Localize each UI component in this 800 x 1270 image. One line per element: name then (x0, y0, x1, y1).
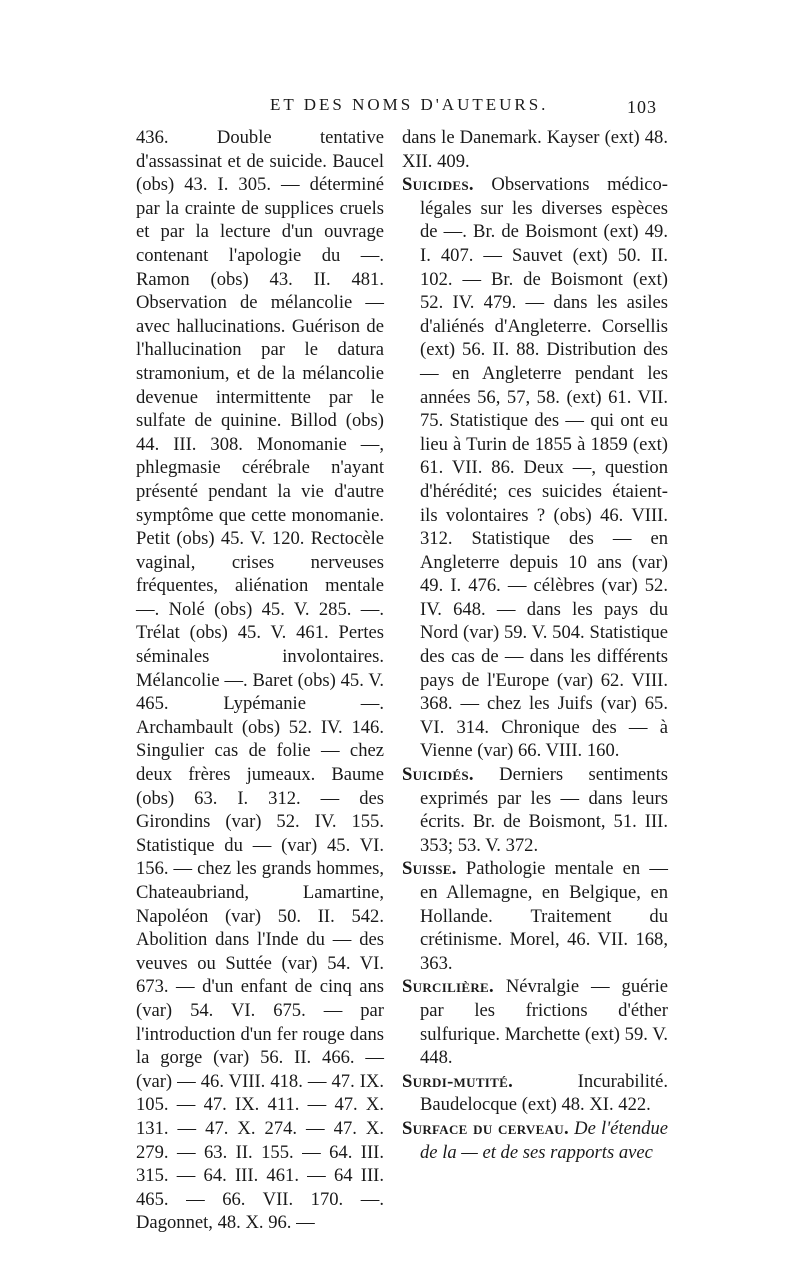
running-head: ET DES NOMS D'AUTEURS. (270, 95, 549, 114)
right-column (402, 126, 668, 1164)
index-entry-continuation: 436. Double tentative d'assassinat et de suicide. Baucel (obs) 43. I. 305. — déterminé par la crainte de supplices cruels et par la lecture d'un ouvrage contenant l'apologie du —. Ramon (obs) 43. II. 481. Observation de mélancolie — avec hallucinations. Guérison de l'hallucination par le datura stramonium, et de la mélancolie devenue intermittente par le sulfate de quinine. Billod (obs) 44. III. 308. Monomanie —, phlegmasie cérébrale n'ayant présenté pendant la vie d'autre symptôme que cette monomanie. Petit (obs) 45. V. 120. Rectocèle vaginal, crises nerveuses fréquentes, aliénation mentale —. Nolé (obs) 45. V. 285. —. Trélat (obs) 45. V. 461. Pertes séminales involontaires. Mélancolie —. Baret (obs) 45. V. 465. Lypémanie —. Archambault (obs) 52. IV. 146. Singulier cas de folie — chez deux frères jumeaux. Baume (obs) 63. I. 312. — des Girondins (var) 52. IV. 155. Statistique du — (var) 45. VI. 156. — chez les grands hommes, Chateaubriand, Lamartine, Napoléon (var) 50. II. 542. Abolition dans l'Inde du — des veuves ou Suttée (var) 54. VI. 673. — d'un enfant de cinq ans (var) 54. VI. 675. — par l'introduction d'un fer rouge dans la gorge (var) 56. II. 466. — (var) — 46. VIII. 418. — 47. IX. 105. — 47. IX. 411. — 47. X. 131. — 47. X. 274. — 47. X. 279. — 63. II. 155. — 64. III. 315. — 64. III. 461. — 64 III. 465. — 66. VII. 170. —. Dagonnet, 48. X. 96. — (136, 127, 384, 1234)
index-entry-suicides-persons (402, 763, 668, 857)
entry-body: Derniers sentiments exprimés par les — dans leurs écrits. Br. de Boismont, 51. III. 353; 53. V. 372. (420, 764, 668, 856)
entry-heading: Suisse. (402, 858, 457, 880)
left-column (136, 126, 384, 1235)
entry-body: Incurabilité. Baudelocque (ext) 48. XI. 422. (420, 1070, 668, 1116)
entry-body: Névralgie — guérie par les frictions d'éther sulfurique. Marchette (ext) 59. V. 448. (420, 976, 668, 1069)
entry-body: De l'étendue de la — et de ses rapports avec (420, 1117, 668, 1163)
page-number: 103 (627, 97, 657, 117)
entry-heading: Suicides. (402, 174, 474, 196)
entry-body: Observations médico-légales sur les diverses espèces de —. Br. de Boismont (ext) 49. I. 407. — Sauvet (ext) 50. II. 102. — Br. de Boismont (ext) 52. IV. 479. — dans les asiles d'aliénés d'Angleterre. Corsellis (ext) 56. II. 88. Distribution des — en Angleterre pendant les années 56, 57, 58. (ext) 61. VII. 75. Statistique des — qui ont eu lieu à Turin de 1855 à 1859 (ext) 61. VII. 86. Deux —, question d'hérédité; ces suicides étaient-ils volontaires ? (obs) 46. VIII. 312. Statistique des — en Angleterre depuis 10 ans (var) 49. I. 476. — célèbres (var) 52. IV. 648. — dans les pays du Nord (var) 59. V. 504. Statistique des cas de — dans les différents pays de l'Europe (var) 62. VIII. 368. — chez les Juifs (var) 65. VI. 314. Chronique des — à Vienne (var) 66. VIII. 160. (420, 174, 668, 762)
index-entry-surdi-mutite (402, 1070, 668, 1117)
index-entry-surface-du-cerveau (402, 1117, 668, 1164)
entry-heading: Surcilière. (402, 976, 494, 998)
entry-heading: Surdi-mutité. (402, 1070, 514, 1092)
index-entry-surciliere (402, 975, 668, 1069)
index-entry-continuation: dans le Danemark. Kayser (ext) 48. XII. 409. (402, 127, 668, 172)
entry-heading: Suicidés. (402, 764, 474, 786)
index-entry-suicides (402, 173, 668, 763)
page-header (0, 95, 800, 125)
index-entry-suisse (402, 857, 668, 975)
entry-body: Pathologie mentale en — en Allemagne, en Belgique, en Hollande. Traitement du crétinisme. Morel, 46. VII. 168, 363. (420, 858, 668, 974)
entry-heading: Surface du cerveau. (402, 1117, 569, 1139)
